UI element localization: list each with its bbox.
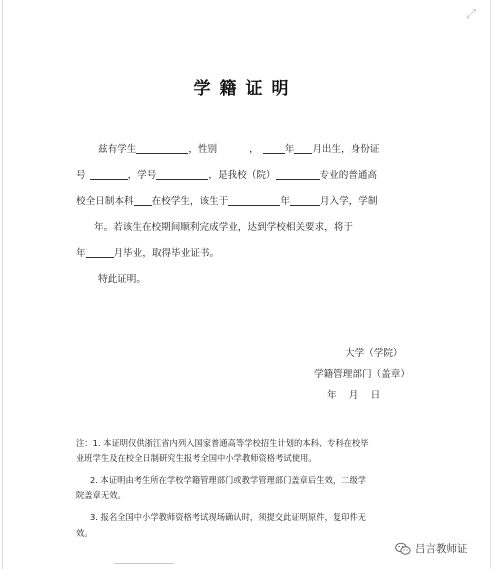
blank-enroll-month — [290, 195, 320, 206]
note-1-line-1: 注：1. 本证明仅供浙江省内列入国家普通高等学校招生计划的本科、专科在校毕 — [76, 438, 369, 448]
text: 特此证明。 — [98, 274, 146, 285]
note-1-line-2: 业班学生及在校全日制研究生报考全国中小学教师资格考试使用。 — [76, 453, 317, 463]
signature-department: 学籍管理部门（盖章） — [314, 369, 410, 380]
text: 年 — [280, 196, 290, 207]
body-line-3 — [76, 193, 377, 207]
blank-birth-month — [294, 143, 312, 154]
text: ，性别 — [188, 144, 218, 155]
text: 月入学，学制 — [319, 196, 378, 207]
signature-university: 大学（学院） — [345, 348, 403, 359]
expand-icon[interactable]: ⤢ — [465, 7, 477, 22]
blank-program — [134, 195, 152, 206]
body-line-2 — [76, 167, 377, 181]
divider — [114, 563, 174, 564]
text: 号 — [76, 170, 86, 181]
text: 校全日制本科 — [76, 196, 134, 207]
blank-student-id — [156, 169, 208, 180]
text: ， — [249, 144, 259, 155]
body-line-1 — [98, 141, 380, 155]
text: 年 — [284, 144, 295, 155]
note-3-line-1: 3. 报名全国中小学教师资格考试现场确认时，须提交此证明原件，复印件无 — [90, 512, 367, 522]
blank-graduate-month — [86, 247, 114, 258]
document-title: 学籍证明 — [193, 79, 298, 99]
text: ，学号 — [127, 170, 157, 181]
blank-major — [276, 169, 320, 180]
text: 在校学生，该生于 — [151, 196, 229, 207]
body-line-6 — [98, 271, 146, 285]
note-2-line-1: 2. 本证明由考生所在学校学籍管理部门或教学管理部门盖章后生效，二级学 — [90, 475, 367, 485]
note-3-line-2: 效。 — [76, 528, 93, 538]
text: 专业的普通高 — [319, 170, 378, 181]
text: 月毕业，取得毕业证书。 — [113, 248, 220, 259]
body-line-5 — [76, 245, 219, 259]
blank-birth-year — [263, 143, 285, 154]
signature-date: 年 月 日 — [327, 390, 381, 401]
watermark-text: 吕言教师证 — [415, 542, 468, 555]
wechat-icon — [395, 541, 411, 555]
text: ，是我校（院） — [208, 170, 276, 181]
watermark — [395, 540, 468, 556]
text: 年 — [76, 248, 86, 259]
blank-student-name — [136, 143, 188, 154]
blank-gender — [217, 144, 249, 154]
text: 兹有学生 — [98, 144, 137, 155]
blank-id-number — [90, 169, 128, 180]
blank-enroll-year — [228, 195, 280, 206]
text: 月出生，身份证 — [312, 144, 380, 155]
body-line-4 — [94, 219, 353, 233]
note-2-line-2: 院盖章无效。 — [76, 490, 126, 500]
text: 年。若该生在校期间顺利完成学业，达到学校相关要求，将于 — [94, 222, 354, 233]
